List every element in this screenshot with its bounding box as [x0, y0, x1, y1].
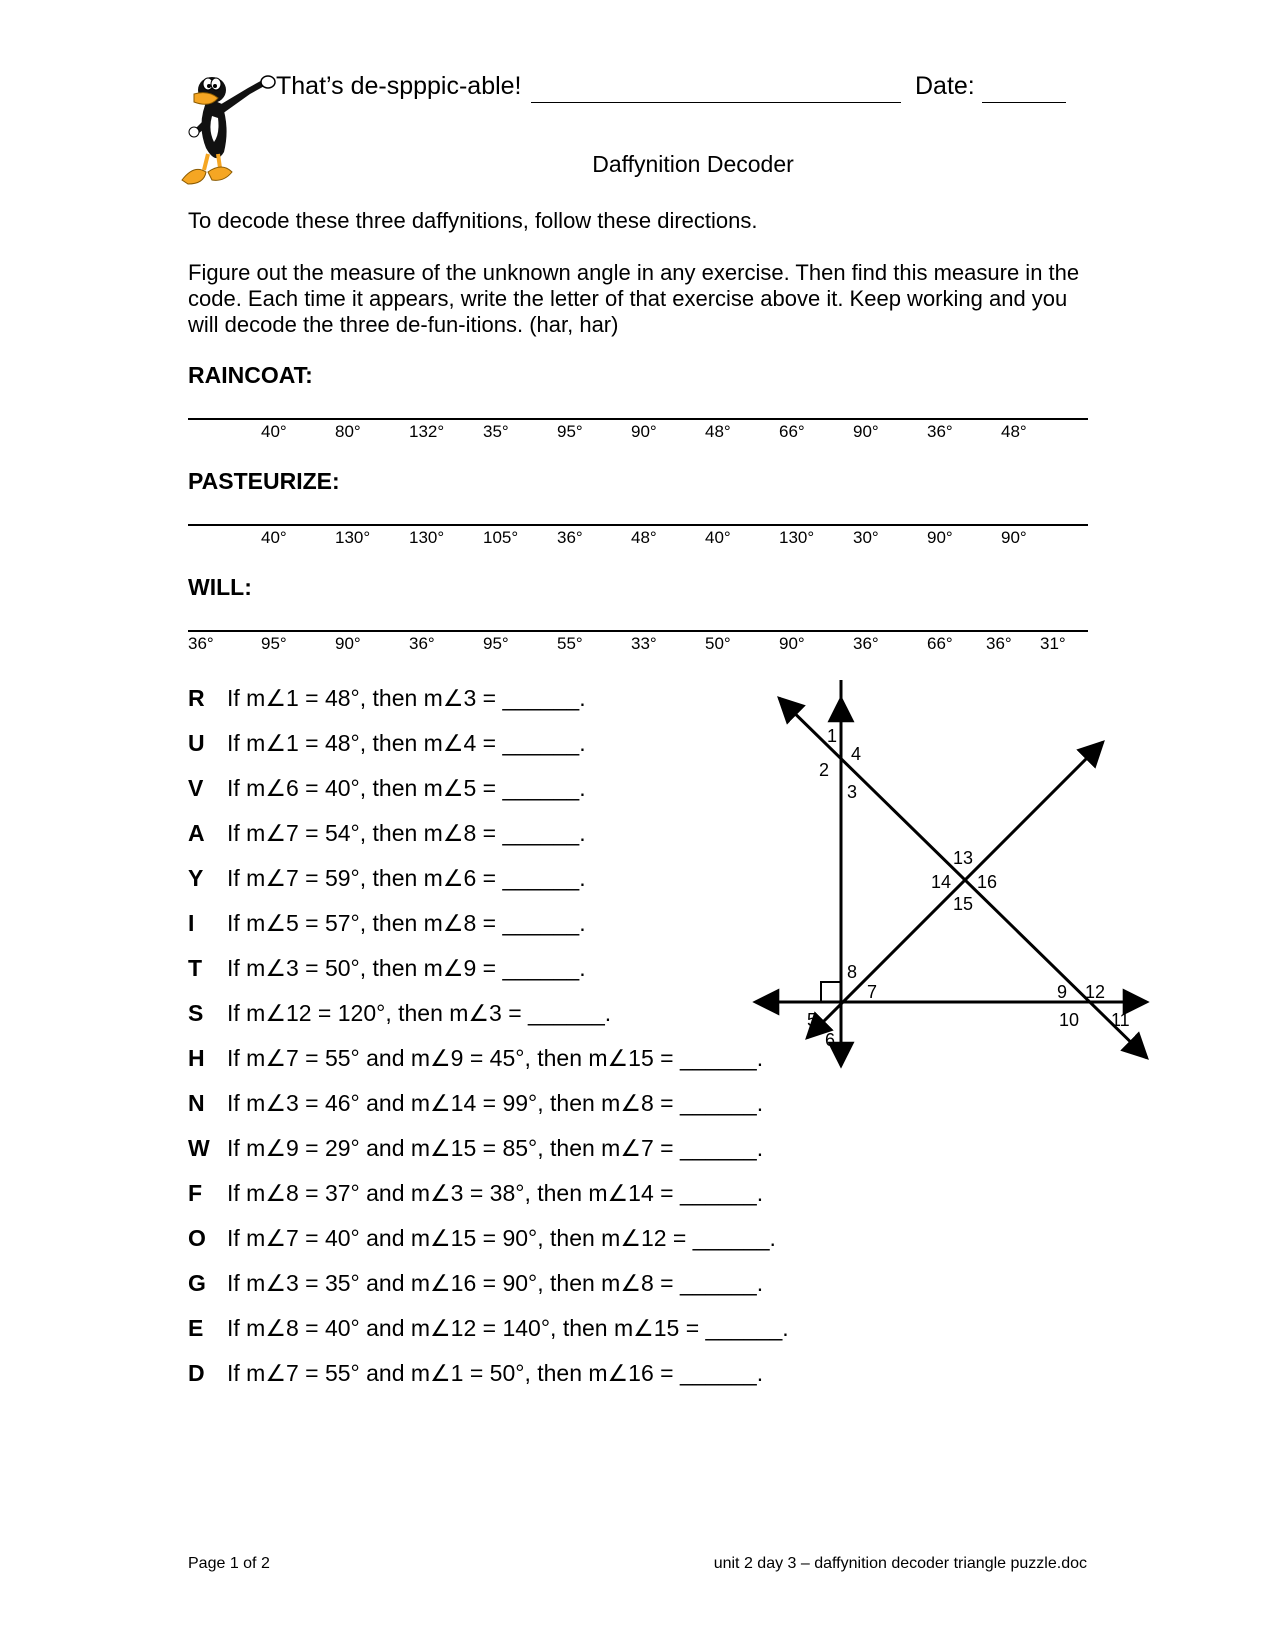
exercise-letter: N — [188, 1090, 205, 1116]
code-value: 40° — [261, 422, 287, 441]
directions-text: Figure out the measure of the unknown angle in any exercise. Then find this measure in the code. Each time it appears, write the letter of that exercise above it. Keep working and you will decode the three de-fun-itions. (har, har) — [188, 260, 1080, 337]
angle-label-4: 4 — [851, 744, 862, 764]
code-value: 105° — [483, 528, 519, 547]
code-value: 36° — [188, 634, 214, 653]
exercise-letter: R — [188, 685, 205, 711]
intro-text: To decode these three daffynitions, follow these directions. — [188, 208, 758, 233]
section-title-raincoat: RAINCOAT: — [188, 362, 313, 388]
code-value: 80° — [335, 422, 361, 441]
angle-label-12: 12 — [1085, 982, 1106, 1002]
exercise-row — [188, 910, 586, 937]
code-value: 30° — [853, 528, 879, 547]
code-value: 90° — [779, 634, 805, 653]
exercise-letter: O — [188, 1225, 206, 1251]
exercise-row — [188, 820, 586, 847]
exercise-question[interactable]: If m∠7 = 55° and m∠9 = 45°, then m∠15 = ______. — [227, 1045, 764, 1071]
code-value: 48° — [705, 422, 731, 441]
angle-label-9: 9 — [1057, 982, 1068, 1002]
answer-line-pasteurize[interactable] — [188, 524, 1088, 526]
footer-filename: unit 2 day 3 – daffynition decoder triangle puzzle.doc — [713, 1555, 1087, 1572]
code-value: 36° — [986, 634, 1012, 653]
exercise-question[interactable]: If m∠1 = 48°, then m∠4 = ______. — [227, 730, 586, 756]
angle-label-14: 14 — [931, 872, 952, 892]
code-value: 95° — [261, 634, 287, 653]
code-value: 90° — [1001, 528, 1027, 547]
exercise-letter: I — [188, 910, 195, 936]
code-value: 95° — [557, 422, 583, 441]
answer-line-raincoat[interactable] — [188, 418, 1088, 420]
code-value: 66° — [927, 634, 953, 653]
right-angle-mark — [821, 982, 841, 1002]
exercise-letter: A — [188, 820, 205, 846]
date-blank-line[interactable] — [982, 102, 1066, 103]
footer-page-number: Page 1 of 2 — [188, 1555, 270, 1572]
exercise-row — [188, 1180, 763, 1207]
exercise-letter: H — [188, 1045, 205, 1071]
code-value: 48° — [631, 528, 657, 547]
answer-line-will[interactable] — [188, 630, 1088, 632]
exercise-row — [188, 865, 586, 892]
exercise-row — [188, 775, 586, 802]
exercise-question[interactable]: If m∠6 = 40°, then m∠5 = ______. — [227, 775, 586, 801]
exercise-question[interactable]: If m∠8 = 37° and m∠3 = 38°, then m∠14 = ______. — [227, 1180, 764, 1206]
exercise-question[interactable]: If m∠7 = 40° and m∠15 = 90°, then m∠12 = ______. — [227, 1225, 776, 1251]
document-title: Daffynition Decoder — [592, 151, 794, 177]
code-value: 48° — [1001, 422, 1027, 441]
name-blank-line[interactable] — [531, 102, 901, 103]
angle-label-1: 1 — [827, 726, 838, 746]
exercise-question[interactable]: If m∠5 = 57°, then m∠8 = ______. — [227, 910, 586, 936]
code-value: 40° — [705, 528, 731, 547]
exercise-question[interactable]: If m∠9 = 29° and m∠15 = 85°, then m∠7 = ______. — [227, 1135, 764, 1161]
exercise-row — [188, 1270, 763, 1297]
code-value: 55° — [557, 634, 583, 653]
exercise-row — [188, 1000, 611, 1027]
exercise-letter: Y — [188, 865, 204, 891]
code-value: 66° — [779, 422, 805, 441]
exercise-letter: S — [188, 1000, 204, 1026]
angle-label-16: 16 — [977, 872, 998, 892]
exercise-letter: E — [188, 1315, 204, 1341]
code-value: 40° — [261, 528, 287, 547]
code-value: 50° — [705, 634, 731, 653]
code-value: 130° — [779, 528, 815, 547]
header-title: That’s de-spppic-able! — [276, 72, 522, 100]
code-value: 132° — [409, 422, 445, 441]
exercise-row — [188, 1315, 789, 1342]
exercise-letter: F — [188, 1180, 203, 1206]
exercise-question[interactable]: If m∠8 = 40° and m∠12 = 140°, then m∠15 = ______. — [227, 1315, 789, 1341]
code-value: 95° — [483, 634, 509, 653]
exercise-question[interactable]: If m∠7 = 59°, then m∠6 = ______. — [227, 865, 586, 891]
exercise-letter: V — [188, 775, 204, 801]
code-value: 130° — [335, 528, 371, 547]
section-title-pasteurize: PASTEURIZE: — [188, 468, 340, 494]
exercise-question[interactable]: If m∠1 = 48°, then m∠3 = ______. — [227, 685, 586, 711]
code-value: 36° — [557, 528, 583, 547]
angle-label-7: 7 — [867, 982, 878, 1002]
angle-label-3: 3 — [847, 782, 858, 802]
code-value: 36° — [409, 634, 435, 653]
angle-label-13: 13 — [953, 848, 974, 868]
code-value: 90° — [631, 422, 657, 441]
code-value: 33° — [631, 634, 657, 653]
exercise-letter: U — [188, 730, 205, 756]
code-value: 90° — [853, 422, 879, 441]
angle-label-2: 2 — [819, 760, 830, 780]
exercise-question[interactable]: If m∠3 = 35° and m∠16 = 90°, then m∠8 = ______. — [227, 1270, 764, 1296]
code-value: 35° — [483, 422, 509, 441]
code-value: 90° — [335, 634, 361, 653]
triangle-diagram — [735, 680, 1155, 1080]
section-title-will: WILL: — [188, 574, 252, 600]
angle-label-10: 10 — [1059, 1010, 1080, 1030]
code-value: 31° — [1040, 634, 1066, 653]
code-value: 36° — [927, 422, 953, 441]
angle-label-6: 6 — [825, 1030, 836, 1050]
code-value: 36° — [853, 634, 879, 653]
exercise-letter: T — [188, 955, 203, 981]
exercise-row — [188, 1045, 763, 1072]
exercise-question[interactable]: If m∠3 = 46° and m∠14 = 99°, then m∠8 = ______. — [227, 1090, 764, 1116]
exercise-letter: G — [188, 1270, 206, 1296]
date-label: Date: — [915, 72, 975, 100]
exercise-question[interactable]: If m∠7 = 54°, then m∠8 = ______. — [227, 820, 586, 846]
exercise-question[interactable]: If m∠12 = 120°, then m∠3 = ______. — [227, 1000, 612, 1026]
code-value: 130° — [409, 528, 445, 547]
exercise-row — [188, 1225, 776, 1252]
exercise-row — [188, 730, 586, 757]
angle-label-8: 8 — [847, 962, 858, 982]
exercise-row — [188, 955, 586, 982]
code-value: 90° — [927, 528, 953, 547]
exercise-row — [188, 1360, 763, 1387]
exercise-row — [188, 1090, 763, 1117]
exercise-question[interactable]: If m∠3 = 50°, then m∠9 = ______. — [227, 955, 586, 981]
angle-label-5: 5 — [807, 1010, 818, 1030]
exercise-letter: W — [188, 1135, 210, 1161]
exercise-letter: D — [188, 1360, 205, 1386]
exercise-row — [188, 1135, 763, 1162]
angle-label-15: 15 — [953, 894, 974, 914]
exercise-row — [188, 685, 586, 712]
angle-label-11: 11 — [1111, 1010, 1130, 1030]
exercise-question[interactable]: If m∠7 = 55° and m∠1 = 50°, then m∠16 = ______. — [227, 1360, 764, 1386]
